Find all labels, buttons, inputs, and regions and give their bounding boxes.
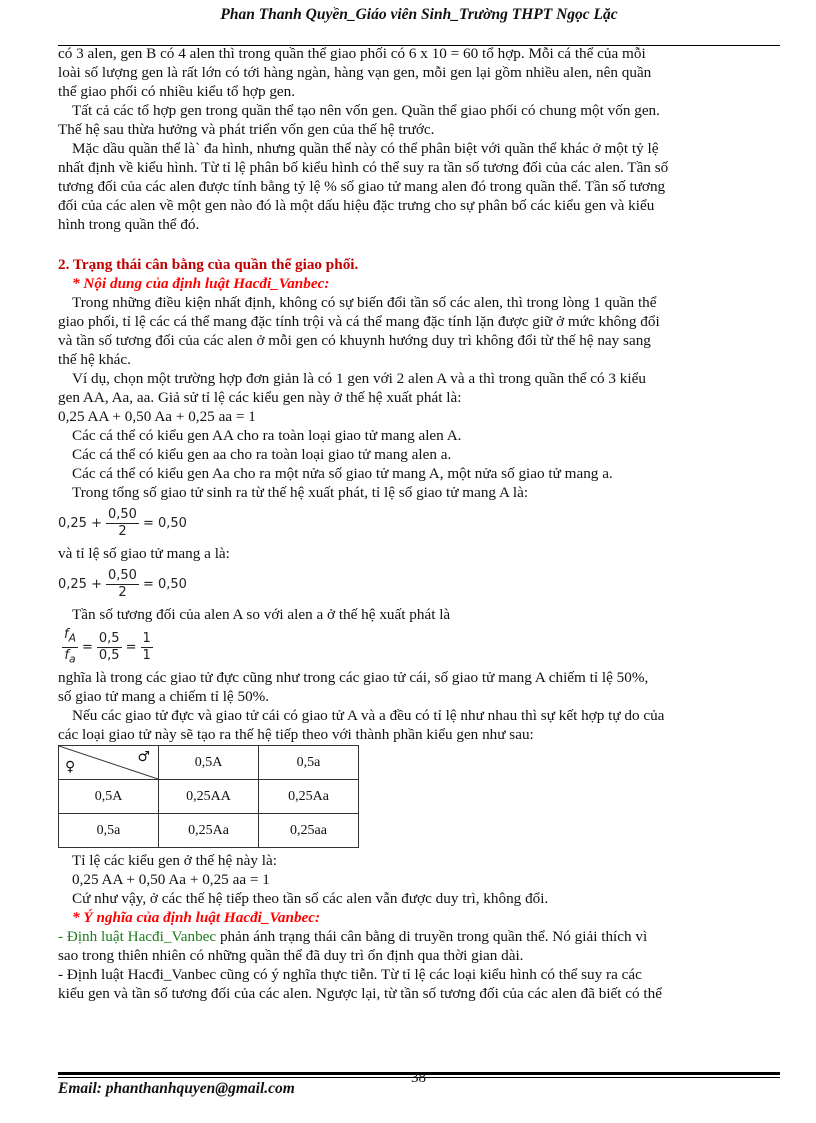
text-line: thể giao phối có nhiều kiểu tổ hợp gen. — [58, 83, 296, 100]
formula-freq-a — [58, 563, 187, 605]
row-header: 0,5a — [59, 814, 159, 848]
equation-line: 0,25 AA + 0,50 Aa + 0,25 aa = 1 — [58, 408, 256, 425]
text-line: Các cá thể có kiểu gen Aa cho ra một nửa số giao tử mang A, một nửa số giao tử mang a. — [72, 465, 613, 482]
text-line: giao phối, tỉ lệ các cá thể mang đặc tính trội và cá thể mang đặc tính lặn được giữ ở mức không đổi — [58, 313, 660, 330]
fraction-denominator: 2 — [118, 523, 127, 539]
text-line: đối của các alen về một gen nào đó là một dấu hiệu đặc trưng cho sự phân bố các kiểu gen và kiểu — [58, 197, 655, 214]
text-line: và tần số tương đối của các alen ở mỗi gen có khuynh hướng duy trì không đổi từ thế hệ nay sang — [58, 332, 651, 349]
column-header: 0,5A — [159, 746, 259, 780]
text-line: Tỉ lệ các kiểu gen ở thế hệ này là: — [72, 852, 277, 870]
female-symbol-icon: ♀ — [65, 759, 76, 776]
fraction — [97, 631, 122, 664]
page-header: Phan Thanh Quyền_Giáo viên Sinh_Trường THPT Ngọc Lặc — [220, 6, 618, 23]
text-line: Các cá thể có kiểu gen aa cho ra toàn loại giao tử mang alen a. — [72, 446, 452, 463]
formula-result: = 0,50 — [142, 515, 187, 531]
row-header: 0,5A — [59, 780, 159, 814]
table-cell: 0,25Aa — [159, 814, 259, 848]
text-line: nhất định về kiểu hình. Từ tỉ lệ phân bố kiểu hình có thể suy ra tần số tương đối của các alen. Tần số — [58, 159, 669, 176]
text-line — [58, 927, 770, 946]
subsection-heading: * Nội dung của định luật Hacđi_Vanbec: — [72, 275, 330, 292]
fraction-denominator — [62, 648, 77, 668]
text-line: tương đối của các alen được tính bằng tỷ lệ % số giao tử mang alen đó trong quần thể. Tần số tương — [58, 178, 666, 195]
fraction-numerator: 0,5 — [98, 630, 120, 646]
text-span: phản ánh trạng thái cân bằng di truyền trong quần thể. Nó giải thích vì — [216, 928, 648, 946]
text-line: Ví dụ, chọn một trường hợp đơn giản là có 1 gen với 2 alen A và a thì trong quần thể có 3 kiểu — [72, 370, 646, 387]
male-symbol-icon: ♂ — [137, 749, 150, 766]
formula-ratio — [58, 626, 157, 668]
footer-email: Email: phanthanhquyen@gmail.com — [58, 1080, 295, 1097]
text-line: Mặc dầu quần thể là` đa hình, nhưng quần thể này có thể phân biệt với quần thể khác ở một tỷ lệ — [72, 140, 659, 157]
text-line: - Định luật Hacđi_Vanbec cũng có ý nghĩa thực tiễn. Từ tỉ lệ các loại kiểu hình có thể suy ra các — [58, 966, 642, 984]
text-line: sao trong thiên nhiên có những quần thể đã duy trì ổn định qua thời gian dài. — [58, 947, 524, 965]
subscript: a — [68, 652, 76, 666]
equals-sign: = — [82, 639, 93, 655]
formula-term: 0,25 + — [58, 515, 102, 531]
text-line: Nếu các giao tử đực và giao tử cái có giao tử A và a đều có tỉ lệ như nhau thì sự kết hợp tự do của — [72, 707, 665, 725]
text-line: Trong tổng số giao tử sinh ra từ thế hệ xuất phát, tỉ lệ số giao tử mang A là: — [72, 484, 529, 501]
subsection-heading: * Ý nghĩa của định luật Hacđi_Vanbec: — [72, 909, 321, 927]
text-line: thế hệ khác. — [58, 351, 131, 368]
table-cell: 0,25Aa — [259, 780, 359, 814]
text-line: số giao tử mang a chiếm tỉ lệ 50%. — [58, 688, 270, 706]
highlighted-term: - Định luật Hacđi_Vanbec — [58, 928, 217, 946]
formula-term: 0,25 + — [58, 576, 102, 592]
section-heading: 2. Trạng thái cân bằng của quần thể giao phối. — [58, 256, 359, 273]
text-line: Các cá thể có kiểu gen AA cho ra toàn loại giao tử mang alen A. — [72, 427, 462, 444]
fraction-numerator: 0,50 — [107, 567, 137, 583]
text-line: Cứ như vậy, ở các thế hệ tiếp theo tần số các alen vẫn được duy trì, không đổi. — [72, 890, 549, 908]
text-line: hình trong quần thể đó. — [58, 216, 200, 233]
equals-sign: = — [125, 639, 137, 655]
page-number: 38 — [411, 1070, 426, 1086]
table-cell: 0,25AA — [159, 780, 259, 814]
document-body — [58, 44, 770, 1003]
symbol-f: f — [64, 627, 69, 642]
fraction — [106, 507, 139, 540]
symbol-f: f — [64, 647, 69, 663]
text-line: các loại giao tử này sẽ tạo ra thế hệ tiếp theo với thành phần kiểu gen như sau: — [58, 726, 534, 744]
equation-line: 0,25 AA + 0,50 Aa + 0,25 aa = 1 — [72, 871, 270, 889]
fraction — [62, 627, 78, 667]
table-cell: 0,25aa — [259, 814, 359, 848]
column-header: 0,5a — [259, 746, 359, 780]
text-line: Thế hệ sau thừa hưởng và phát triển vốn gen của thế hệ trước. — [58, 121, 435, 138]
text-line: Trong những điều kiện nhất định, không có sự biến đổi tần số các alen, thì trong lòng 1 quần thể — [72, 294, 657, 311]
text-line: nghĩa là trong các giao tử đực cũng như trong các giao tử cái, số giao tử mang A chiếm tỉ lệ 50%, — [58, 669, 649, 687]
fraction-numerator: 0,50 — [107, 506, 137, 522]
subscript: A — [68, 631, 76, 645]
formula-result: = 0,50 — [142, 576, 187, 592]
formula-freq-A — [58, 502, 187, 544]
text-line: kiểu gen và tần số tương đối của các alen. Ngược lại, từ tần số tương đối của các alen đã biết có thể — [58, 985, 662, 1003]
text-line: Tất cả các tổ hợp gen trong quần thể tạo nên vốn gen. Quần thể giao phối có chung một vốn gen. — [72, 102, 660, 119]
fraction — [106, 568, 139, 601]
text-line: và tỉ lệ số giao tử mang a là: — [58, 545, 230, 562]
fraction-denominator: 2 — [118, 584, 127, 600]
text-line: Tần số tương đối của alen A so với alen a ở thế hệ xuất phát là — [72, 606, 451, 623]
fraction-denominator: 1 — [142, 647, 151, 663]
text-line: gen AA, Aa, aa. Giả sử tỉ lệ các kiểu gen này ở thế hệ xuất phát là: — [58, 389, 462, 406]
fraction — [141, 631, 153, 664]
punnett-square — [58, 745, 359, 848]
fraction-denominator: 0,5 — [98, 647, 120, 663]
fraction-numerator: 1 — [142, 630, 151, 646]
fraction-numerator — [62, 627, 78, 648]
text-line: có 3 alen, gen B có 4 alen thì trong quần thể giao phối có 6 x 10 = 60 tổ hợp. Mỗi cá thể của mỗi — [58, 45, 646, 62]
text-line: loài số lượng gen là rất lớn có tới hàng ngàn, hàng vạn gen, mỗi gen lại gồm nhiều alen, nên quần — [58, 64, 652, 81]
corner-cell — [59, 746, 159, 780]
